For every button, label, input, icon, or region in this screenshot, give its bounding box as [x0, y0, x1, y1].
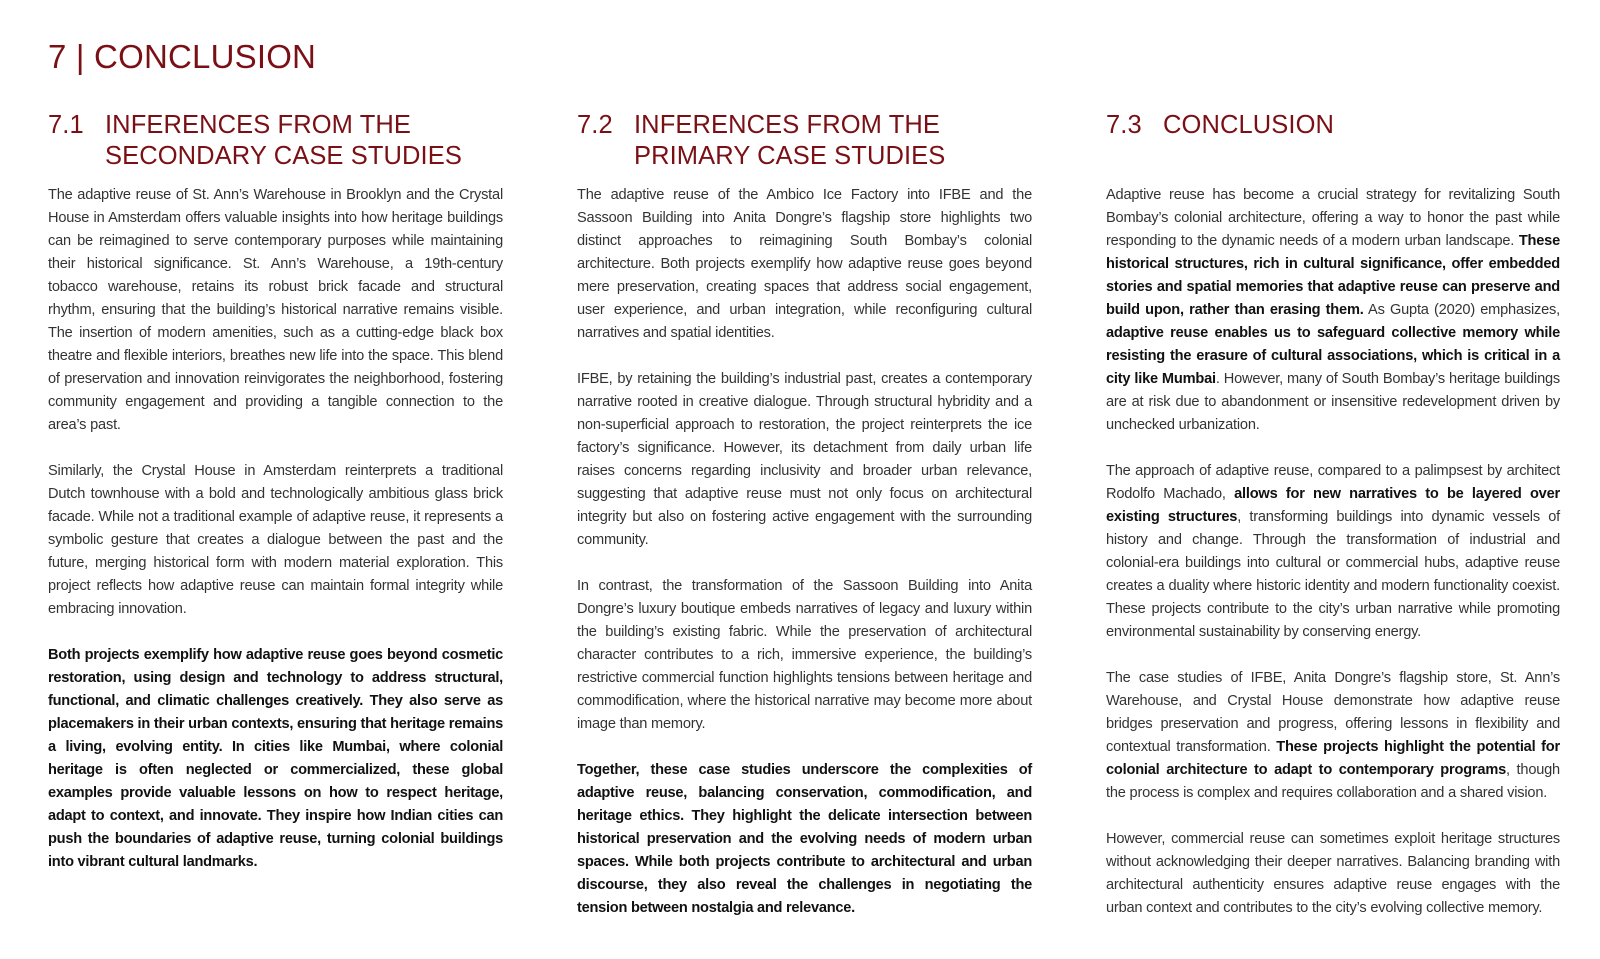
section-heading	[1106, 110, 1560, 182]
text-segment: . However, many of South Bombay’s heritage buildings are at risk due to abandonment or insensitive redevelopment driven by unchecked urbanization.	[1106, 371, 1560, 433]
section-body	[577, 184, 1032, 920]
section-number: 7.2	[577, 111, 613, 139]
bold-text: adaptive reuse enables us to safeguard collective memory while resisting the erasure of cultural associations, which is critical in a city like Mumbai	[1106, 325, 1560, 387]
text-segment: The approach of adaptive reuse, compared to a palimpsest by architect Rodolfo Machado,	[1106, 463, 1560, 502]
paragraph	[1106, 460, 1560, 644]
section-body	[1106, 184, 1560, 920]
page-title: 7 | CONCLUSION	[48, 38, 317, 75]
section-7-1	[48, 110, 503, 897]
text-segment: As Gupta (2020) emphasizes,	[1363, 302, 1560, 318]
section-heading	[577, 110, 1032, 182]
section-body	[48, 184, 503, 874]
text-segment: Adaptive reuse has become a crucial strategy for revitalizing South Bombay’s colonial architecture, offering a way to honor the past while responding to the dynamic needs of a modern urban landscape.	[1106, 187, 1560, 249]
paragraph: Similarly, the Crystal House in Amsterdam reinterprets a traditional Dutch townhouse with a bold and technologically ambitious glass brick facade. While not a traditional example of adaptive reuse, it represents a symbolic gesture that creates a dialogue between the past and the future, merging historical form with modern material exploration. This project reflects how adaptive reuse can maintain formal integrity while embracing innovation.	[48, 463, 503, 617]
section-title: INFERENCES FROM THE SECONDARY CASE STUDIES	[105, 111, 462, 170]
text-segment: , though the process is complex and requires collaboration and a shared vision.	[1106, 762, 1560, 801]
section-7-2	[577, 110, 1032, 943]
paragraph: Both projects exemplify how adaptive reuse goes beyond cosmetic restoration, using design and technology to address structural, functional, and climatic challenges creatively. They also serve as placemakers in their urban contexts, ensuring that heritage remains a living, evolving entity. In cities like Mumbai, where colonial heritage is often neglected or commercialized, these global examples provide valuable lessons on how to respect heritage, adapt to context, and innovate. They inspire how Indian cities can push the boundaries of adaptive reuse, turning colonial buildings into vibrant cultural landmarks.	[48, 647, 503, 870]
paragraph: However, commercial reuse can sometimes exploit heritage structures without acknowledging their deeper narratives. Balancing branding with architectural authenticity ensures adaptive reuse engages with the urban context and contributes to the city’s evolving collective memory.	[1106, 831, 1560, 916]
bold-text: These historical structures, rich in cultural significance, offer embedded stories and spatial memories that adaptive reuse can preserve and build upon, rather than erasing them.	[1106, 233, 1560, 318]
paragraph: The adaptive reuse of the Ambico Ice Factory into IFBE and the Sassoon Building into Anita Dongre’s flagship store highlights two distinct approaches to reimagining South Bombay’s colonial architecture. Both projects exemplify how adaptive reuse goes beyond mere preservation, creating spaces that address social engagement, user experience, and urban integration, while reconfiguring cultural narratives and spatial identities.	[577, 187, 1032, 341]
section-title: CONCLUSION	[1163, 111, 1335, 139]
section-heading	[48, 110, 503, 182]
section-7-3	[1106, 110, 1560, 943]
paragraph: IFBE, by retaining the building’s industrial past, creates a contemporary narrative rooted in creative dialogue. Through structural hybridity and a non-superficial approach to restoration, the project reinterprets the ice factory’s significance. However, its detachment from daily urban life raises concerns regarding inclusivity and broader urban relevance, suggesting that adaptive reuse must not only focus on architectural integrity but also on fostering active engagement with the surrounding community.	[577, 371, 1032, 548]
text-segment: The case studies of IFBE, Anita Dongre’s flagship store, St. Ann’s Warehouse, and Crystal House demonstrate how adaptive reuse bridges preservation and progress, offering lessons in flexibility and contextual transformation.	[1106, 670, 1560, 755]
section-number: 7.1	[48, 111, 84, 139]
bold-text: allows for new narratives to be layered over existing structures	[1106, 486, 1560, 525]
paragraph	[1106, 667, 1560, 805]
paragraph: The adaptive reuse of St. Ann’s Warehouse in Brooklyn and the Crystal House in Amsterdam offers valuable insights into how heritage buildings can be reimagined to serve contemporary purposes while maintaining their historical significance. St. Ann’s Warehouse, a 19th-century tobacco warehouse, retains its robust brick facade and structural rhythm, ensuring that the building’s historical narrative remains visible. The insertion of modern amenities, such as a cutting-edge black box theatre and flexible interiors, breathes new life into the space. This blend of preservation and innovation reinvigorates the neighborhood, fostering community engagement and providing a tangible connection to the area’s past.	[48, 187, 503, 433]
paragraph	[1106, 184, 1560, 437]
bold-text: These projects highlight the potential for colonial architecture to adapt to contemporary programs	[1106, 739, 1560, 778]
text-segment: , transforming buildings into dynamic vessels of history and change. Through the transformation of industrial and colonial-era buildings into cultural or commercial hubs, adaptive reuse creates a duality where historic identity and modern functionality coexist. These projects contribute to the city’s urban narrative while promoting environmental sustainability by conserving energy.	[1106, 509, 1561, 640]
section-title: INFERENCES FROM THE PRIMARY CASE STUDIES	[634, 111, 946, 170]
paragraph: In contrast, the transformation of the Sassoon Building into Anita Dongre’s luxury boutique embeds narratives of legacy and luxury within the building’s existing fabric. While the preservation of architectural character contributes to a rich, immersive experience, the building’s restrictive commercial function highlights tensions between heritage and commodification, where the historical narrative may become more about image than memory.	[577, 578, 1032, 732]
section-number: 7.3	[1106, 111, 1142, 139]
paragraph: Together, these case studies underscore the complexities of adaptive reuse, balancing conservation, commodification, and heritage ethics. They highlight the delicate intersection between historical preservation and the evolving needs of modern urban spaces. While both projects contribute to architectural and urban discourse, they also reveal the challenges in negotiating the tension between nostalgia and relevance.	[577, 762, 1032, 916]
